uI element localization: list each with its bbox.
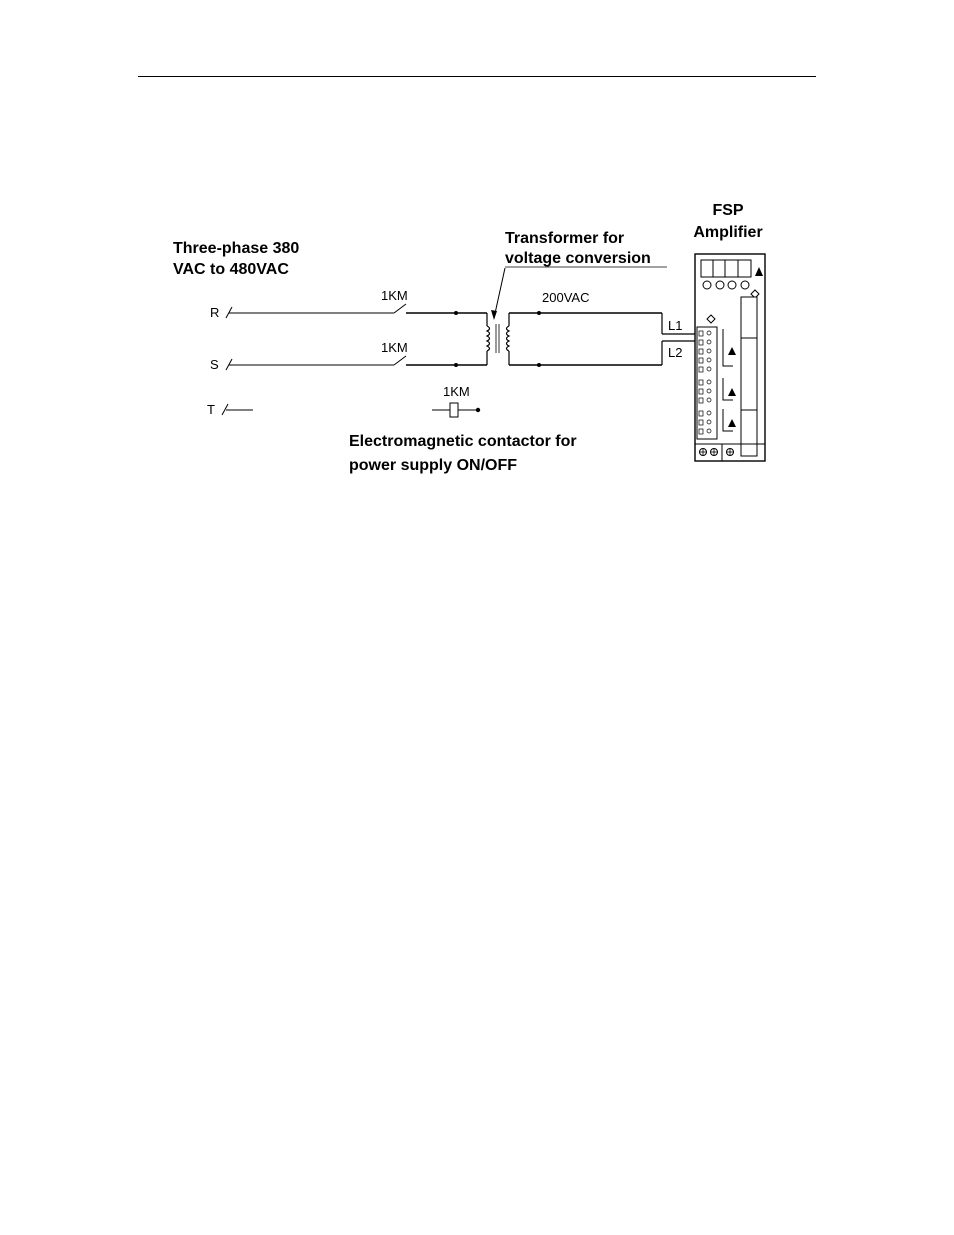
- terminal-hole: [707, 349, 711, 353]
- terminal-l2-label: L2: [668, 345, 683, 360]
- contactor-label-line1: Electromagnetic contactor for: [349, 433, 577, 450]
- terminal-screw: [699, 398, 703, 403]
- contact-r-label: 1KM: [381, 288, 408, 303]
- phase-s-node: [454, 363, 458, 367]
- terminal-hole: [707, 367, 711, 371]
- terminal-screw: [699, 380, 703, 385]
- amplifier-knob-3: [728, 281, 736, 289]
- terminal-l1-label: L1: [668, 318, 683, 333]
- amplifier-drawing: [695, 254, 765, 461]
- phase-r-node: [454, 311, 458, 315]
- contact-r-switch: [394, 304, 406, 313]
- amplifier-label-line2: Amplifier: [693, 224, 763, 241]
- amplifier-label-line1: FSP: [712, 202, 744, 219]
- transformer-leader-arrow: [491, 310, 497, 320]
- terminal-hole: [707, 411, 711, 415]
- supply-label-line1: Three-phase 380: [173, 240, 300, 257]
- contactor-coil: [450, 403, 458, 417]
- terminal-hole: [707, 420, 711, 424]
- terminal-hole: [707, 398, 711, 402]
- terminal-screw: [699, 358, 703, 363]
- terminal-hole: [707, 429, 711, 433]
- terminal-screw: [699, 331, 703, 336]
- amplifier-knob-2: [716, 281, 724, 289]
- transformer-label-line2: voltage conversion: [505, 250, 651, 267]
- terminal-screw: [699, 389, 703, 394]
- coil-terminal: [476, 408, 480, 412]
- amplifier-knob-1: [703, 281, 711, 289]
- terminal-hole: [707, 331, 711, 335]
- phase-t-label: T: [207, 402, 215, 417]
- supply-label-line2: VAC to 480VAC: [173, 261, 289, 278]
- terminal-screw: [699, 420, 703, 425]
- contact-s-label: 1KM: [381, 340, 408, 355]
- connector-slot-3: [741, 410, 757, 456]
- secondary-coil: [507, 326, 510, 351]
- terminal-hole: [707, 380, 711, 384]
- connector-slot-1: [741, 297, 757, 338]
- phase-s-label: S: [210, 357, 219, 372]
- transformer-leader-line: [494, 268, 505, 318]
- terminal-hole: [707, 389, 711, 393]
- terminal-screw: [699, 340, 703, 345]
- contact-s-switch: [394, 356, 406, 365]
- primary-coil: [487, 326, 490, 351]
- contactor-label-line2: power supply ON/OFF: [349, 457, 518, 474]
- phase-r-label: R: [210, 305, 220, 320]
- terminal-screw: [699, 349, 703, 354]
- terminal-hole: [707, 340, 711, 344]
- secondary-voltage-label: 200VAC: [542, 290, 590, 305]
- terminal-hole: [707, 358, 711, 362]
- terminal-screw: [699, 429, 703, 434]
- connector-slot-2: [741, 338, 757, 410]
- transformer-label-line1: Transformer for: [505, 230, 625, 247]
- terminal-screw: [699, 367, 703, 372]
- amplifier-knob-4: [741, 281, 749, 289]
- amplifier-display: [701, 260, 751, 277]
- coil-label: 1KM: [443, 384, 470, 399]
- secondary-node-bottom: [537, 363, 541, 367]
- secondary-node-top: [537, 311, 541, 315]
- terminal-screw: [699, 411, 703, 416]
